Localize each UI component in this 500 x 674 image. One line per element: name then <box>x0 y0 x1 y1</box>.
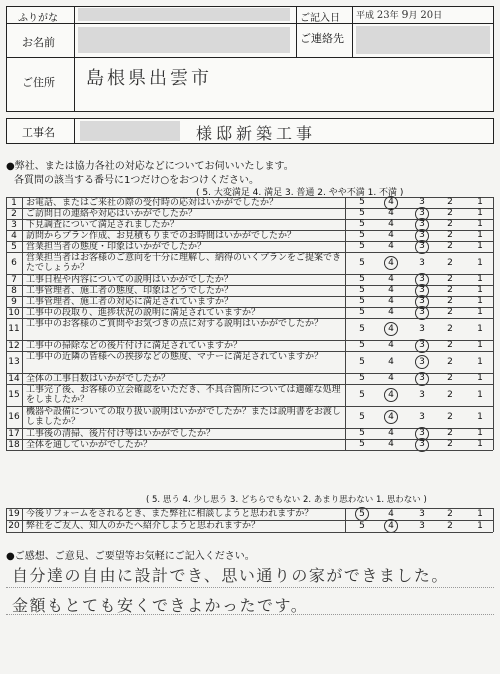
question-text: 工事完了後、お客様の立会確認をいただき、不具合箇所については適確な処理をしましたか？ <box>26 385 341 405</box>
score-option-1[interactable]: 1 <box>477 373 483 383</box>
score-option-3[interactable]: 3 <box>419 373 425 383</box>
score-option-4[interactable]: 4 <box>388 197 394 207</box>
score-option-4[interactable]: 4 <box>388 428 394 438</box>
score-option-5[interactable]: 5 <box>359 219 365 229</box>
score-option-4[interactable]: 4 <box>388 230 394 240</box>
score-option-5[interactable]: 5 <box>359 197 365 207</box>
score-option-1[interactable]: 1 <box>477 274 483 284</box>
question-text: お電話、またはご来社の際の受付時の応対はいかがでしたか？ <box>26 198 279 208</box>
divider <box>74 57 75 112</box>
score-option-4[interactable]: 4 <box>388 508 394 519</box>
contact-label: ご連絡先 <box>300 32 344 45</box>
selected-answer-circle <box>384 410 398 424</box>
date-value <box>356 8 442 21</box>
question-text: 営業担当者はお客様のご意向を十分に理解し、納得のいくプランをご提案できたでしょうか？ <box>26 253 342 273</box>
selected-answer-circle <box>384 388 398 402</box>
score-option-3[interactable]: 3 <box>419 340 425 350</box>
score-option-5[interactable]: 5 <box>359 411 365 422</box>
project-value: 様邸新築工事 <box>196 124 317 143</box>
score-option-3[interactable]: 3 <box>419 439 425 449</box>
score-option-2[interactable]: 2 <box>447 241 453 251</box>
score-option-4[interactable]: 4 <box>388 257 394 268</box>
question-number: 8 <box>11 285 17 296</box>
question-number: 3 <box>11 219 17 230</box>
day-unit: 日 <box>433 11 443 21</box>
score-option-4[interactable]: 4 <box>388 307 394 317</box>
score-option-4[interactable]: 4 <box>388 323 394 334</box>
score-option-5[interactable]: 5 <box>359 296 365 306</box>
score-option-5[interactable]: 5 <box>359 285 365 295</box>
question-number: 7 <box>11 274 17 285</box>
score-option-1[interactable]: 1 <box>477 428 483 438</box>
score-option-5[interactable]: 5 <box>359 428 365 438</box>
question-text: 訪問からプラン作成、お見積もりまでのお時間はいかがでしたか？ <box>26 231 297 241</box>
question-text: 全体を通していかがでしたか？ <box>26 440 153 450</box>
score-option-4[interactable]: 4 <box>388 356 394 367</box>
score-option-5[interactable]: 5 <box>359 340 365 350</box>
question-text: 工事管理者、施工者の態度、印象はどうでしたか？ <box>26 286 234 296</box>
score-option-5[interactable]: 5 <box>359 508 365 519</box>
score-option-1[interactable]: 1 <box>477 257 483 268</box>
score-option-5[interactable]: 5 <box>359 323 365 334</box>
score-option-1[interactable]: 1 <box>477 296 483 306</box>
score-option-1[interactable]: 1 <box>477 241 483 251</box>
question-number: 5 <box>11 241 17 252</box>
date-label: ご記入日 <box>300 13 340 24</box>
score-option-2[interactable]: 2 <box>447 508 453 519</box>
comments-text-1: 自分達の自由に設計でき、思い通りの家ができました。 <box>12 566 449 585</box>
score-option-4[interactable]: 4 <box>388 241 394 251</box>
question-number: 17 <box>8 428 20 439</box>
month-unit: 月 <box>408 11 418 21</box>
score-option-4[interactable]: 4 <box>388 274 394 284</box>
redacted-furigana <box>78 8 290 21</box>
score-option-4[interactable]: 4 <box>388 219 394 229</box>
question-number: 11 <box>8 324 20 334</box>
score-option-2[interactable]: 2 <box>447 323 453 334</box>
question-text: 全体の工事日数はいかがでしたか？ <box>26 374 171 384</box>
question-text: 工事中のお客様のご質問やお気づきの点に対する説明はいかがでしたか？ <box>26 319 324 329</box>
question-text: ご訪問日の連絡や対応はいかがでしたか？ <box>26 209 198 219</box>
selected-answer-circle <box>384 256 398 270</box>
row-divider <box>6 450 493 451</box>
score-option-1[interactable]: 1 <box>477 340 483 350</box>
score-option-2[interactable]: 2 <box>447 296 453 306</box>
question-number: 4 <box>11 230 17 241</box>
divider <box>74 118 75 144</box>
row-divider <box>6 532 493 533</box>
score-option-2[interactable]: 2 <box>447 208 453 218</box>
score-option-3[interactable]: 3 <box>419 296 425 306</box>
score-option-5[interactable]: 5 <box>359 439 365 449</box>
score-option-2[interactable]: 2 <box>447 285 453 295</box>
score-option-5[interactable]: 5 <box>359 520 365 531</box>
score-option-1[interactable]: 1 <box>477 208 483 218</box>
day: 20 <box>420 10 434 21</box>
table-border <box>493 197 494 450</box>
score-option-4[interactable]: 4 <box>388 296 394 306</box>
year-unit: 年 <box>389 11 399 21</box>
score-option-1[interactable]: 1 <box>477 230 483 240</box>
score-option-1[interactable]: 1 <box>477 197 483 207</box>
score-option-1[interactable]: 1 <box>477 508 483 519</box>
divider <box>352 6 353 57</box>
address-label: ご住所 <box>22 76 55 89</box>
question-number: 18 <box>8 439 20 450</box>
score-option-1[interactable]: 1 <box>477 307 483 317</box>
score-option-4[interactable]: 4 <box>388 439 394 449</box>
question-number: 19 <box>8 509 20 519</box>
score-option-2[interactable]: 2 <box>447 411 453 422</box>
table-border <box>493 508 494 532</box>
scale-legend-satisfaction: ( 5. 大変満足 4. 満足 3. 普通 2. やや不満 1. 不満 ) <box>196 188 404 198</box>
score-option-1[interactable]: 1 <box>477 285 483 295</box>
comments-label: ●ご感想、ご意見、ご要望等お気軽にご記入ください。 <box>6 551 255 562</box>
score-option-2[interactable]: 2 <box>447 389 453 400</box>
score-option-3[interactable]: 3 <box>419 285 425 295</box>
question-number: 16 <box>8 412 20 422</box>
question-text: 工事管理者、施工者の対応に満足されていますか？ <box>26 297 234 307</box>
question-text: 営業担当者の態度・印象はいかがでしたか？ <box>26 242 207 252</box>
score-option-5[interactable]: 5 <box>359 356 365 367</box>
comments-line-rule <box>6 587 494 588</box>
score-option-3[interactable]: 3 <box>419 411 425 422</box>
question-text: 工事中の近隣の皆様への挨拶などの態度、マナーに満足されていますか？ <box>26 352 324 362</box>
question-text: 機器や設備についての取り扱い説明はいかがでしたか？または説明書をお渡ししましたか？ <box>26 407 341 427</box>
scale-legend-agreement: ( 5. 思う 4. 少し思う 3. どちらでもない 2. あまり思わない 1. 思わない ) <box>146 495 427 505</box>
intro-line-2: 各質問の該当する番号に1つだけ○をおつけください。 <box>14 175 259 186</box>
question-text: 弊社をご友人、知人のかたへ紹介しようと思われますか？ <box>26 521 261 531</box>
question-number: 9 <box>11 296 17 307</box>
score-option-5[interactable]: 5 <box>359 373 365 383</box>
score-option-5[interactable]: 5 <box>359 241 365 251</box>
score-option-4[interactable]: 4 <box>388 340 394 350</box>
score-option-2[interactable]: 2 <box>447 197 453 207</box>
name-label: お名前 <box>22 36 55 49</box>
era: 平成 <box>356 11 375 21</box>
score-option-4[interactable]: 4 <box>388 208 394 218</box>
address-value: 島根県出雲市 <box>86 68 212 89</box>
score-option-4[interactable]: 4 <box>388 411 394 422</box>
selected-answer-circle <box>415 355 429 369</box>
redacted-contact <box>356 26 490 54</box>
score-option-1[interactable]: 1 <box>477 356 483 367</box>
score-option-2[interactable]: 2 <box>447 257 453 268</box>
intro-line-1: ●弊社、または協力各社の対応などについてお伺いいたします。 <box>6 161 294 172</box>
question-text: 今後リフォームをされるとき、また弊社に相談しようと思われますか？ <box>26 509 314 519</box>
score-option-4[interactable]: 4 <box>388 520 394 531</box>
score-option-3[interactable]: 3 <box>419 208 425 218</box>
question-text: 工事日程や内容についての説明はいかがでしたか？ <box>26 275 233 285</box>
score-option-2[interactable]: 2 <box>447 274 453 284</box>
score-option-1[interactable]: 1 <box>477 439 483 449</box>
divider <box>296 6 297 57</box>
score-option-5[interactable]: 5 <box>359 208 365 218</box>
table-rule <box>22 197 23 450</box>
score-option-3[interactable]: 3 <box>419 520 425 531</box>
score-option-1[interactable]: 1 <box>477 389 483 400</box>
score-option-3[interactable]: 3 <box>419 230 425 240</box>
score-option-1[interactable]: 1 <box>477 520 483 531</box>
score-option-2[interactable]: 2 <box>447 340 453 350</box>
question-number: 14 <box>8 373 20 384</box>
selected-answer-circle <box>384 519 398 533</box>
score-option-2[interactable]: 2 <box>447 428 453 438</box>
score-option-3[interactable]: 3 <box>419 307 425 317</box>
score-option-4[interactable]: 4 <box>388 373 394 383</box>
question-text: 工事後の清掃、後片付け等はいかがでしたか？ <box>26 429 216 439</box>
question-number: 2 <box>11 208 17 219</box>
score-option-5[interactable]: 5 <box>359 307 365 317</box>
score-option-2[interactable]: 2 <box>447 373 453 383</box>
score-option-2[interactable]: 2 <box>447 520 453 531</box>
divider <box>6 57 494 58</box>
question-text: 下見調査について満足されましたか？ <box>26 220 179 230</box>
question-number: 20 <box>8 521 20 531</box>
divider <box>74 6 75 57</box>
selected-answer-circle <box>355 507 369 521</box>
score-option-3[interactable]: 3 <box>419 389 425 400</box>
score-option-3[interactable]: 3 <box>419 197 425 207</box>
score-option-2[interactable]: 2 <box>447 219 453 229</box>
score-option-1[interactable]: 1 <box>477 323 483 334</box>
score-option-3[interactable]: 3 <box>419 257 425 268</box>
score-option-2[interactable]: 2 <box>447 230 453 240</box>
redacted-project <box>80 121 180 141</box>
month: 9 <box>401 8 409 21</box>
score-option-5[interactable]: 5 <box>359 230 365 240</box>
furigana-label: ふりがな <box>18 13 58 24</box>
question-number: 13 <box>8 357 20 367</box>
question-number: 12 <box>8 340 20 351</box>
question-number: 6 <box>11 258 17 268</box>
score-option-1[interactable]: 1 <box>477 219 483 229</box>
header-table <box>6 6 494 112</box>
question-text: 工事中の掃除などの後片付けに満足されていますか？ <box>26 341 243 351</box>
score-option-1[interactable]: 1 <box>477 411 483 422</box>
selected-answer-circle <box>384 322 398 336</box>
score-option-3[interactable]: 3 <box>419 356 425 367</box>
question-number: 1 <box>11 197 17 208</box>
score-option-3[interactable]: 3 <box>419 323 425 334</box>
project-label: 工事名 <box>22 126 55 139</box>
table-rule <box>345 197 346 450</box>
score-option-2[interactable]: 2 <box>447 439 453 449</box>
score-option-3[interactable]: 3 <box>419 428 425 438</box>
score-option-3[interactable]: 3 <box>419 219 425 229</box>
question-number: 10 <box>8 307 20 318</box>
question-number: 15 <box>8 390 20 400</box>
score-option-4[interactable]: 4 <box>388 285 394 295</box>
score-option-3[interactable]: 3 <box>419 241 425 251</box>
question-text: 工事中の段取り、進捗状況の説明に満足されていますか？ <box>26 308 261 318</box>
score-option-3[interactable]: 3 <box>419 508 425 519</box>
score-option-2[interactable]: 2 <box>447 307 453 317</box>
score-option-4[interactable]: 4 <box>388 389 394 400</box>
comments-text-2: 金額もとても安くできよかったです。 <box>12 596 309 615</box>
score-option-2[interactable]: 2 <box>447 356 453 367</box>
redacted-name <box>78 27 290 53</box>
year: 23 <box>376 10 390 21</box>
score-option-5[interactable]: 5 <box>359 274 365 284</box>
score-option-5[interactable]: 5 <box>359 257 365 268</box>
score-option-5[interactable]: 5 <box>359 389 365 400</box>
score-option-3[interactable]: 3 <box>419 274 425 284</box>
